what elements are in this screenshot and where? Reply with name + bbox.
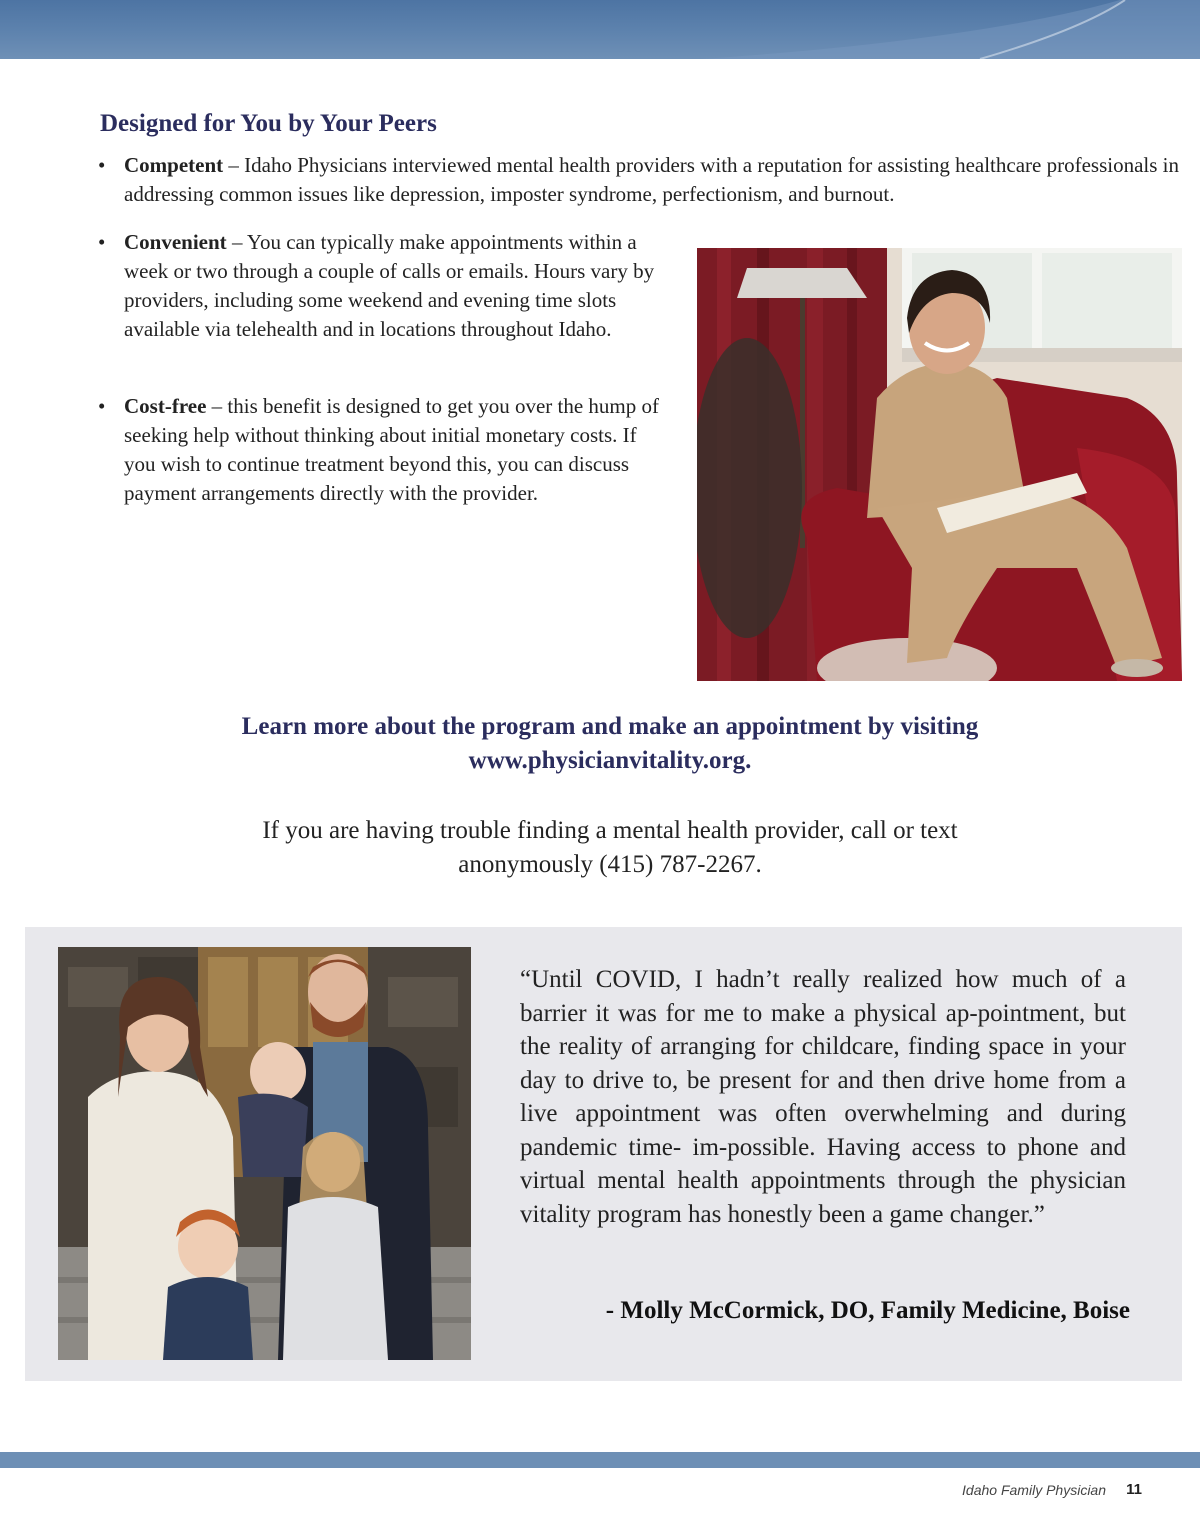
contact-hotline-text: If you are having trouble finding a mental health provider, call or text anonymously (415) 787-2267. [262,817,958,878]
bullet-text: – Idaho Physicians interviewed mental health providers with a reputation for assisting healthcare professionals in addressing common issues like depression, imposter syndrome, perfectionism, and burnout. [124,153,1179,206]
footer-publication-name: Idaho Family Physician [962,1482,1106,1498]
bullet-cost-free [124,392,664,508]
bullet-label: Competent [124,153,224,177]
bullet-label: Convenient [124,230,227,254]
family-photo [58,947,471,1360]
testimonial-author: - Molly McCormick, DO, Family Medicine, Boise [605,1297,1130,1324]
footer-bar [0,1452,1200,1468]
bullet-competent [124,151,1189,209]
testimonial-quote: “Until COVID, I hadn’t really realized how much of a barrier it was for me to make a physical ap-pointment, but the reality of arranging for childcare, finding space in your day to drive to, be present for and then drive home from a live appointment was often overwhelming and during pandemic time- im-possible. Having access to phone and virtual mental health appointments through the physician vitality program has honestly been a game changer.” [520,966,1126,1228]
top-banner [0,0,1200,59]
bullet-text: – this benefit is designed to get you over the hump of seeking help without thinking about initial monetary costs. If you wish to continue treatment beyond this, you can discuss payment arrangements directly with the provider. [124,394,659,505]
section-heading: Designed for You by Your Peers [100,110,437,137]
page-number: 11 [1126,1481,1142,1498]
learn-more-callout: Learn more about the program and make an appointment by visiting www.physicianvitality.org. [241,713,979,774]
bullet-label: Cost-free [124,394,207,418]
banner-swoosh [0,0,1200,59]
bullet-convenient [124,228,669,344]
bullet-text: – You can typically make appointments within a week or two through a couple of calls or emails. Hours vary by providers, including some weekend and evening time slots available via telehealth and in locations throughout Idaho. [124,230,655,341]
therapist-photo [697,248,1182,681]
